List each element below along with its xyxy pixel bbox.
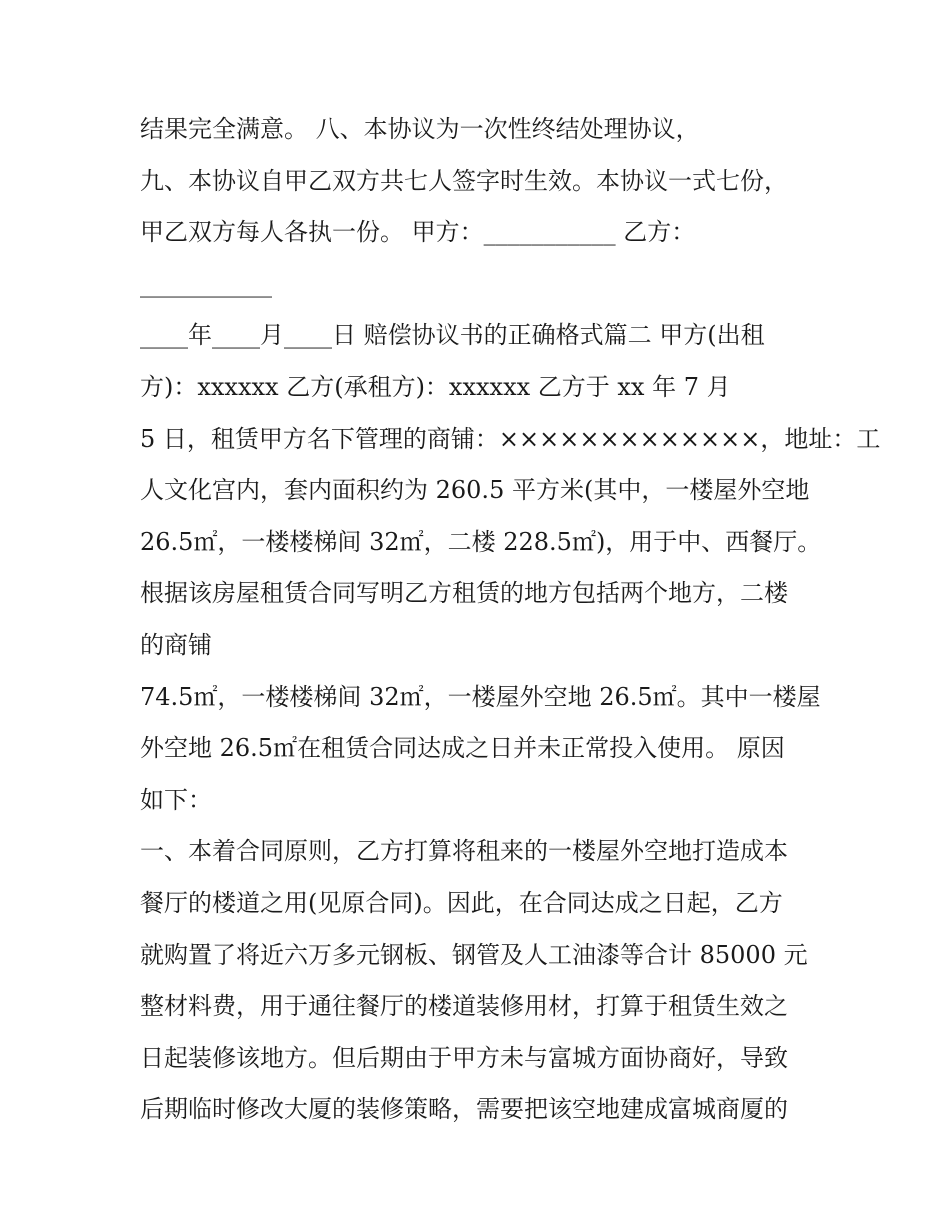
text-line: 结果完全满意。 八、本协议为一次性终结处理协议， [140,115,700,143]
text-line: 如下： [140,785,212,814]
text-line: 的商铺 [140,630,212,659]
text-line: ____年____月____日 赔偿协议书的正确格式篇二 甲方(出租 [140,321,765,350]
text-line: 人文化宫内，套内面积约为 260.5 平方米(其中，一楼屋外空地 [140,476,810,505]
text-line: 方)：xxxxxx 乙方(承租方)：xxxxxx 乙方于 xx 年 7 月 [140,372,731,401]
text-line: 后期临时修改大厦的装修策略，需要把该空地建成富城商厦的 [140,1095,788,1124]
text-line: 26.5㎡，一楼楼梯间 32㎡，二楼 228.5㎡)，用于中、西餐厅。 [140,527,822,556]
text-line: 餐厅的楼道之用(见原合同)。因此，在合同达成之日起，乙方 [140,888,783,917]
text-line: 甲乙双方每人各执一份。 甲方：___________ 乙方： [140,218,696,247]
text-line: 一、本着合同原则，乙方打算将租来的一楼屋外空地打造成本 [140,837,788,866]
text-line: 九、本协议自甲乙双方共七人签字时生效。本协议一式七份， [140,166,788,195]
text-line: 日起装修该地方。但后期由于甲方未与富城方面协商好，导致 [140,1043,788,1072]
text-line: 就购置了将近六万多元钢板、钢管及人工油漆等合计 85000 元 [140,940,808,969]
text-line: 外空地 26.5㎡在租赁合同达成之日并未正常投入使用。 原因 [140,734,785,763]
text-line: 5 日，租赁甲方名下管理的商铺：×××××××××××××，地址：工 [140,424,881,453]
document-body [140,104,881,1136]
text-line: 整材料费，用于通往餐厅的楼道装修用材，打算于租赁生效之 [140,992,788,1021]
text-line: 根据该房屋租赁合同写明乙方租赁的地方包括两个地方，二楼 [140,579,788,608]
text-line: ___________ [140,269,272,298]
text-line: 74.5㎡，一楼楼梯间 32㎡，一楼屋外空地 26.5㎡。其中一楼屋 [140,682,821,711]
